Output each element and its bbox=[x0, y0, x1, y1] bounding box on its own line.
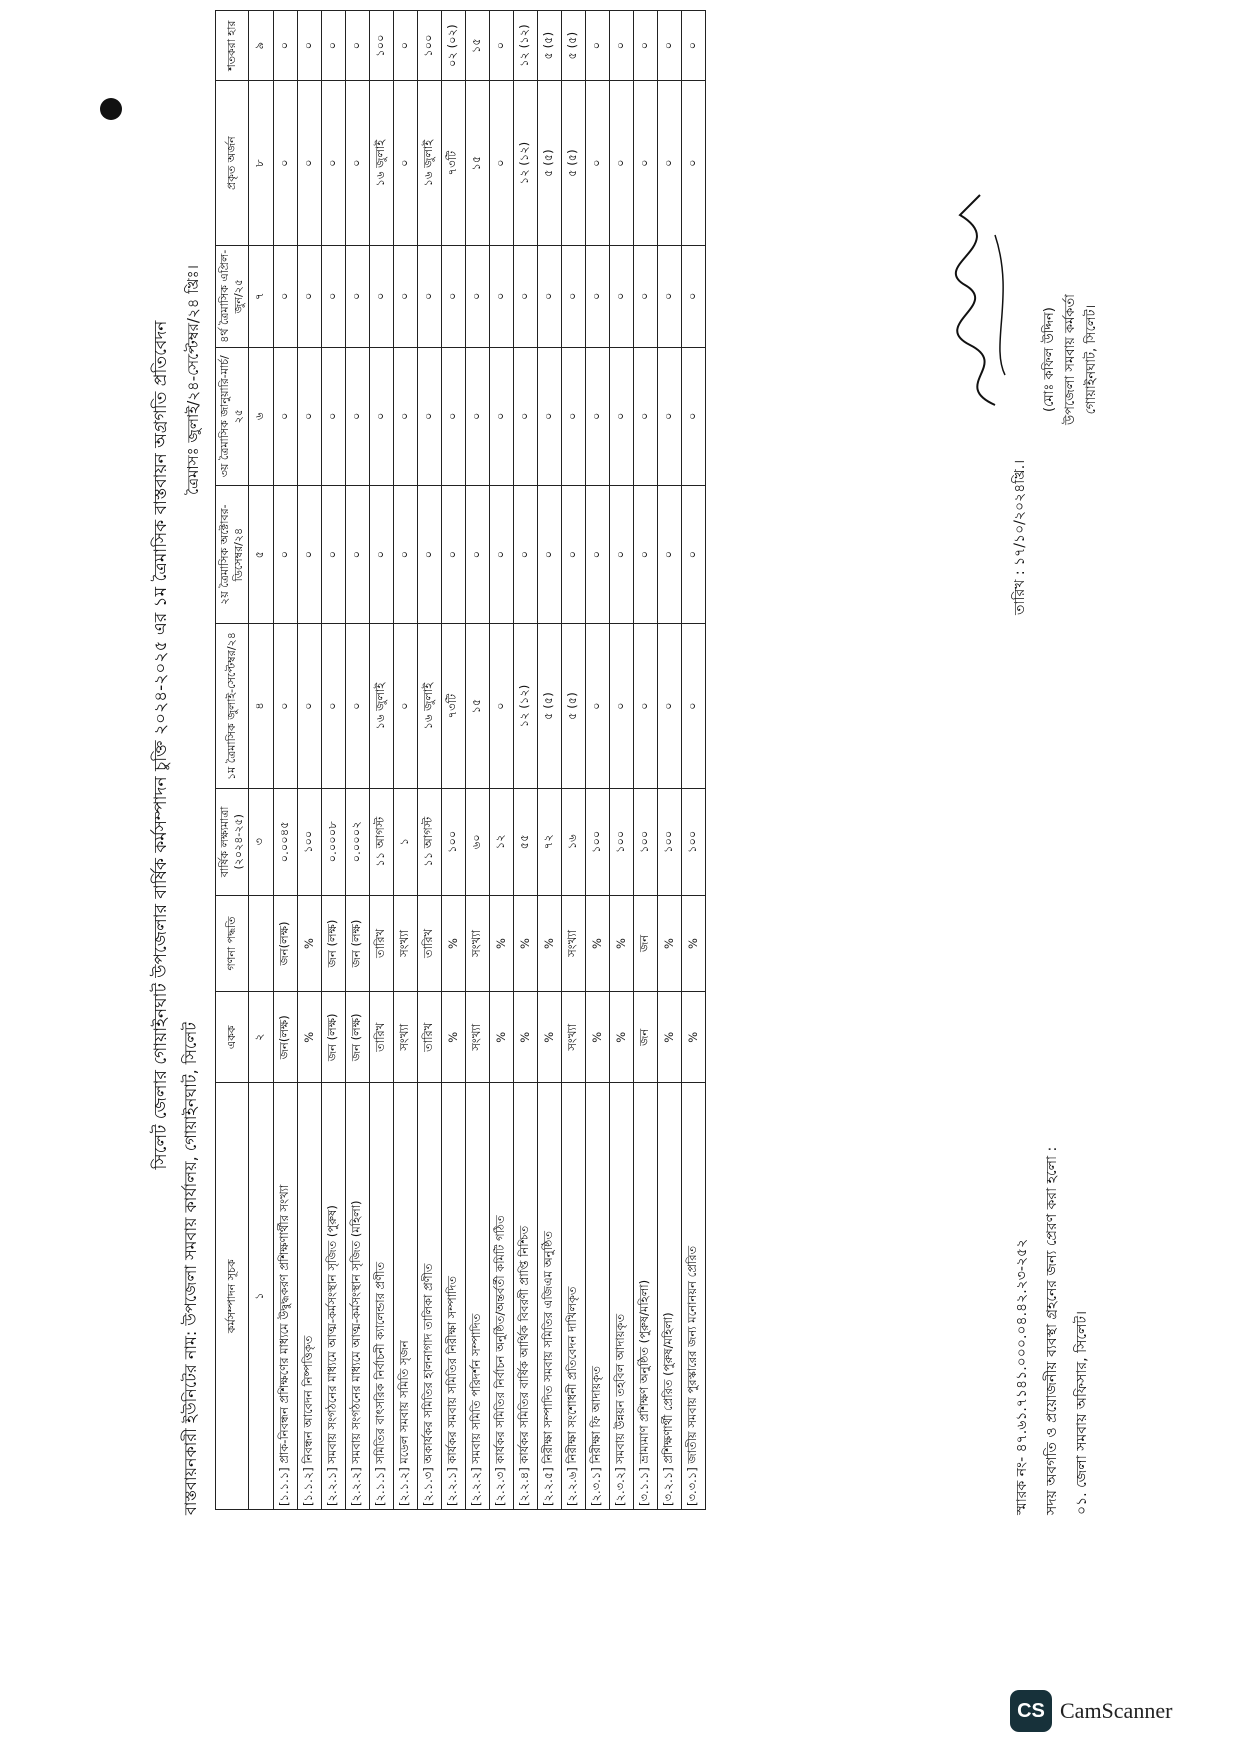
table-cell: ৫৫ bbox=[513, 788, 537, 895]
col-header: প্রকৃত অর্জন bbox=[216, 81, 249, 246]
table-cell: ০ bbox=[657, 245, 681, 347]
table-cell: % bbox=[537, 895, 561, 991]
table-row bbox=[585, 11, 609, 1510]
table-cell: ০ bbox=[465, 485, 489, 623]
quarter-period: ত্রৈমাসঃ জুলাই/২৪-সেপ্টেম্বর/২৪ খ্রিঃ। bbox=[184, 264, 202, 495]
table-cell: % bbox=[441, 895, 465, 991]
unit-label: বাস্তবায়নকারী ইউনিটের নাম: bbox=[181, 1330, 200, 1515]
table-cell: ০ bbox=[321, 485, 345, 623]
table-cell: ৫ (৫) bbox=[561, 11, 585, 81]
table-cell: ০ bbox=[585, 485, 609, 623]
table-cell: ০ bbox=[273, 245, 297, 347]
table-cell: % bbox=[657, 992, 681, 1083]
table-cell: সংখ্যা bbox=[393, 895, 417, 991]
table-cell: ৫ (৫) bbox=[561, 81, 585, 246]
table-cell: ০ bbox=[657, 11, 681, 81]
table-cell: ০ bbox=[609, 485, 633, 623]
table-cell: তারিখ bbox=[417, 992, 441, 1083]
table-cell: ৫ (৫) bbox=[561, 624, 585, 789]
table-cell: ১৫ bbox=[465, 81, 489, 246]
table-cell: ৫ (৫) bbox=[537, 81, 561, 246]
table-cell: ৫ (৫) bbox=[537, 624, 561, 789]
table-cell: ০ bbox=[297, 245, 321, 347]
table-cell: সংখ্যা bbox=[465, 895, 489, 991]
table-cell: জন bbox=[633, 895, 657, 991]
table-cell: সংখ্যা bbox=[393, 992, 417, 1083]
table-cell: ০ bbox=[585, 624, 609, 789]
table-cell: ০২ (০২) bbox=[441, 11, 465, 81]
col-number: ১ bbox=[248, 1083, 273, 1510]
table-cell: ১০০ bbox=[417, 11, 441, 81]
table-cell: ১০০ bbox=[681, 788, 705, 895]
table-row bbox=[273, 11, 297, 1510]
table-cell: জন(লক্ষ) bbox=[273, 992, 297, 1083]
table-cell: [৩.২.১] প্রশিক্ষণার্থী প্রেরিত (পুরুষ/মহিলা) bbox=[657, 1083, 681, 1510]
table-cell: ০ bbox=[657, 624, 681, 789]
col-number: ৮ bbox=[248, 81, 273, 246]
table-cell: % bbox=[585, 992, 609, 1083]
table-row bbox=[537, 11, 561, 1510]
table-cell: জন (লক্ষ) bbox=[345, 992, 369, 1083]
table-cell: [৩.৩.১] জাতীয় সমবায় পুরস্কারের জন্য মনোনয়ন প্রেরিত bbox=[681, 1083, 705, 1510]
table-cell: ১৬ জুলাই bbox=[417, 81, 441, 246]
col-header: ৪র্থ ত্রৈমাসিক এপ্রিল-জুন/২৫ bbox=[216, 245, 249, 347]
col-number: ৪ bbox=[248, 624, 273, 789]
table-cell: ০ bbox=[657, 81, 681, 246]
table-cell: ৭৩টি bbox=[441, 81, 465, 246]
table-cell: ০ bbox=[489, 347, 513, 485]
col-number: ২ bbox=[248, 992, 273, 1083]
table-cell: ০ bbox=[465, 347, 489, 485]
table-row bbox=[609, 11, 633, 1510]
table-row bbox=[465, 11, 489, 1510]
ink-blot bbox=[100, 98, 122, 120]
table-cell: ১২ bbox=[489, 788, 513, 895]
table-cell: ০ bbox=[633, 485, 657, 623]
table-cell: ০ bbox=[489, 11, 513, 81]
table-cell: জন (লক্ষ) bbox=[321, 895, 345, 991]
table-cell: [২.২.৫] নিরীক্ষা সম্পাদিত সমবায় সমিতির এজিএম অনুষ্ঠিত bbox=[537, 1083, 561, 1510]
table-cell: ০ bbox=[561, 347, 585, 485]
table-cell: ০ bbox=[465, 245, 489, 347]
table-cell: ১০০ bbox=[297, 788, 321, 895]
col-number bbox=[248, 895, 273, 991]
table-cell: ০ bbox=[297, 11, 321, 81]
table-cell: ০ bbox=[393, 11, 417, 81]
table-cell: ০.০০০২ bbox=[345, 788, 369, 895]
camscanner-watermark bbox=[1010, 1690, 1172, 1732]
table-cell: ০ bbox=[321, 245, 345, 347]
table-cell: ০ bbox=[681, 11, 705, 81]
progress-table bbox=[215, 10, 706, 1510]
table-cell: ০ bbox=[417, 245, 441, 347]
table-cell: ০ bbox=[321, 81, 345, 246]
table-cell: ১০০ bbox=[657, 788, 681, 895]
table-cell: ০ bbox=[441, 485, 465, 623]
table-cell: ০ bbox=[609, 11, 633, 81]
table-row bbox=[297, 11, 321, 1510]
table-cell: ০ bbox=[537, 245, 561, 347]
table-cell: ০ bbox=[633, 245, 657, 347]
table-cell: ০ bbox=[369, 245, 393, 347]
table-cell: ০ bbox=[345, 624, 369, 789]
table-cell: ০ bbox=[345, 11, 369, 81]
table-cell: ০ bbox=[681, 624, 705, 789]
table-cell: % bbox=[657, 895, 681, 991]
table-cell: [২.২.১] কার্যকর সমবায় সমিতির নিরীক্ষা সম্পাদিত bbox=[441, 1083, 465, 1510]
table-cell: ০ bbox=[441, 245, 465, 347]
table-cell: ০ bbox=[609, 81, 633, 246]
table-cell: % bbox=[297, 992, 321, 1083]
table-cell: ০ bbox=[633, 347, 657, 485]
col-number: ৩ bbox=[248, 788, 273, 895]
table-cell: ০ bbox=[297, 347, 321, 485]
table-cell: % bbox=[681, 895, 705, 991]
table-cell: ০ bbox=[321, 347, 345, 485]
table-cell: % bbox=[489, 992, 513, 1083]
table-cell: ০ bbox=[393, 245, 417, 347]
table-row bbox=[369, 11, 393, 1510]
table-cell: ১০০ bbox=[609, 788, 633, 895]
signature bbox=[940, 185, 1020, 415]
table-body bbox=[273, 11, 705, 1510]
table-cell: ০ bbox=[681, 347, 705, 485]
table-cell: ০ bbox=[609, 245, 633, 347]
table-cell: % bbox=[489, 895, 513, 991]
col-header: শতকরা হার bbox=[216, 11, 249, 81]
table-cell: জন bbox=[633, 992, 657, 1083]
table-cell: ০ bbox=[681, 81, 705, 246]
table-cell: [২.২.৬] নিরীক্ষা সংশোধনী প্রতিবেদন দাখিলকৃত bbox=[561, 1083, 585, 1510]
table-cell: সংখ্যা bbox=[561, 895, 585, 991]
table-cell: ১২ (১২) bbox=[513, 624, 537, 789]
table-cell: ১২ (১২) bbox=[513, 81, 537, 246]
table-cell: [২.২.৩] কার্যকর সমিতির নির্বাচন অনুষ্ঠিত/অন্তর্বর্তী কমিটি গঠিত bbox=[489, 1083, 513, 1510]
table-cell: % bbox=[681, 992, 705, 1083]
table-cell: ১০০ bbox=[585, 788, 609, 895]
col-number: ৭ bbox=[248, 245, 273, 347]
table-cell: জন (লক্ষ) bbox=[321, 992, 345, 1083]
table-row bbox=[561, 11, 585, 1510]
table-row bbox=[489, 11, 513, 1510]
table-cell: ৬০ bbox=[465, 788, 489, 895]
col-number: ৬ bbox=[248, 347, 273, 485]
table-cell: % bbox=[537, 992, 561, 1083]
table-cell: ১৬ জুলাই bbox=[369, 81, 393, 246]
table-cell: ০ bbox=[633, 624, 657, 789]
table-cell: % bbox=[609, 895, 633, 991]
table-cell: ১১ আগস্ট bbox=[417, 788, 441, 895]
table-cell: % bbox=[441, 992, 465, 1083]
table-cell: ১০০ bbox=[441, 788, 465, 895]
table-cell: ০ bbox=[513, 245, 537, 347]
table-cell: ০ bbox=[345, 245, 369, 347]
col-header: ২য় ত্রৈমাসিক অক্টোবর-ডিসেম্বর/২৪ bbox=[216, 485, 249, 623]
table-cell: ১৬ bbox=[561, 788, 585, 895]
table-cell: ০ bbox=[297, 485, 321, 623]
table-cell: [২.১.৩] অকার্যকর সমিতির হালনাগাদ তালিকা প্রণীত bbox=[417, 1083, 441, 1510]
table-cell: % bbox=[609, 992, 633, 1083]
table-cell: % bbox=[513, 895, 537, 991]
table-cell: ০ bbox=[369, 485, 393, 623]
table-cell: ১১ আগস্ট bbox=[369, 788, 393, 895]
table-cell: ০ bbox=[393, 485, 417, 623]
table-row bbox=[417, 11, 441, 1510]
table-cell: ০ bbox=[345, 347, 369, 485]
table-cell: ০ bbox=[585, 245, 609, 347]
table-cell: জন (লক্ষ) bbox=[345, 895, 369, 991]
table-cell: ৭৩টি bbox=[441, 624, 465, 789]
camscanner-logo: CS bbox=[1010, 1690, 1052, 1732]
table-cell: ১ bbox=[393, 788, 417, 895]
implementing-unit bbox=[178, 1022, 205, 1515]
table-cell: [২.২.২] সমবায় সংগঠনের মাধ্যমে আত্ম-কর্মসংস্থান সৃজিত (মহিলা) bbox=[345, 1083, 369, 1510]
table-row bbox=[441, 11, 465, 1510]
signatory-block bbox=[1040, 294, 1102, 425]
table-cell: ০ bbox=[633, 11, 657, 81]
table-cell: ৫ (৫) bbox=[537, 11, 561, 81]
col-header: একক bbox=[216, 992, 249, 1083]
table-row bbox=[657, 11, 681, 1510]
unit-name: উপজেলা সমবায় কার্যালয়, গোয়াইনঘাট, সিলেট bbox=[181, 1022, 200, 1326]
signatory-title: উপজেলা সমবায় কর্মকর্তা bbox=[1062, 294, 1078, 425]
memo-date: তারিখ : ১৭/১০/২০২৪খ্রি.। bbox=[1012, 459, 1028, 615]
header-row bbox=[216, 11, 249, 1510]
table-row bbox=[345, 11, 369, 1510]
table-cell: ০ bbox=[489, 624, 513, 789]
table-cell: ০ bbox=[393, 624, 417, 789]
table-cell: ০ bbox=[609, 347, 633, 485]
table-cell: ০ bbox=[273, 11, 297, 81]
table-cell: ০ bbox=[585, 81, 609, 246]
table-cell: ০ bbox=[297, 624, 321, 789]
table-cell: ১৬ জুলাই bbox=[369, 624, 393, 789]
table-cell: ০ bbox=[657, 485, 681, 623]
table-cell: [২.১.১] সমিতির বাৎসরিক নির্বাচনী ক্যালেন্ডার প্রণীত bbox=[369, 1083, 393, 1510]
table-cell: ০ bbox=[393, 81, 417, 246]
col-number: ৯ bbox=[248, 11, 273, 81]
table-cell: সংখ্যা bbox=[561, 992, 585, 1083]
col-header: বার্ষিক লক্ষ্যমাত্রা (২০২৪-২৫) bbox=[216, 788, 249, 895]
table-cell: ০ bbox=[345, 81, 369, 246]
memo-number: স্মারক নং- ৪৭.৬১.৭১৪১.০০০.০৪.৪২.২৩-২৫২ bbox=[1014, 1238, 1030, 1515]
table-cell: ০ bbox=[657, 347, 681, 485]
table-cell: [১.১.২] নিবন্ধন আবেদন নিষ্পত্তিকৃত bbox=[297, 1083, 321, 1510]
table-cell: সংখ্যা bbox=[465, 992, 489, 1083]
table-cell: জন(লক্ষ) bbox=[273, 895, 297, 991]
col-header: ৩য় ত্রৈমাসিক জানুয়ারি-মার্চ/২৫ bbox=[216, 347, 249, 485]
table-cell: ০ bbox=[441, 347, 465, 485]
table-cell: ০ bbox=[417, 485, 441, 623]
col-number: ৫ bbox=[248, 485, 273, 623]
table-cell: ০.০০০৮ bbox=[321, 788, 345, 895]
col-header: ১ম ত্রৈমাসিক জুলাই-সেপ্টেম্বর/২৪ bbox=[216, 624, 249, 789]
table-cell: [২.১.২] মডেল সমবায় সমিতি সৃজন bbox=[393, 1083, 417, 1510]
table-cell: ০ bbox=[273, 624, 297, 789]
report-title: সিলেট জেলার গোয়াইনঘাট উপজেলার বার্ষিক কর্মসম্পাদন চুক্তি ২০২৪-২০২৫ এর ১ম ত্রৈমাসিক বাস্তবায়ন অগ্রগতি প্রতিবেদন bbox=[151, 320, 171, 1170]
table-cell: ০ bbox=[273, 347, 297, 485]
table-cell: ০ bbox=[489, 81, 513, 246]
table-cell: ০ bbox=[345, 485, 369, 623]
table-cell: ০ bbox=[297, 81, 321, 246]
table-cell: ০ bbox=[273, 81, 297, 246]
table-cell: ৭২ bbox=[537, 788, 561, 895]
forward-note: সদয় অবগতি ও প্রয়োজনীয় ব্যবস্থা গ্রহনের জন্য প্রেরণ করা হলো : bbox=[1044, 1146, 1060, 1515]
table-cell: ১৫ bbox=[465, 624, 489, 789]
table-cell: ০ bbox=[369, 347, 393, 485]
table-cell: ০ bbox=[585, 11, 609, 81]
table-cell: ১৬ জুলাই bbox=[417, 624, 441, 789]
recipient: ০১. জেলা সমবায় অফিসার, সিলেট। bbox=[1074, 1310, 1090, 1515]
table-cell: ০ bbox=[513, 485, 537, 623]
table-cell: [২.৩.২] সমবায় উন্নয়ন তহবিল আদায়কৃত bbox=[609, 1083, 633, 1510]
table-cell: তারিখ bbox=[417, 895, 441, 991]
table-cell: [২.২.২] সমবায় সমিতি পরিদর্শন সম্পাদিত bbox=[465, 1083, 489, 1510]
col-header: কর্মসম্পাদন সূচক bbox=[216, 1083, 249, 1510]
table-cell: % bbox=[297, 895, 321, 991]
table-cell: ০ bbox=[273, 485, 297, 623]
table-cell: ০ bbox=[681, 485, 705, 623]
table-cell: ০ bbox=[609, 624, 633, 789]
col-header: গণনা পদ্ধতি bbox=[216, 895, 249, 991]
signatory-name: (মোঃ কফিল উদ্দিন) bbox=[1042, 307, 1057, 412]
table-cell: [২.২.৪] কার্যকর সমিতির বার্ষিক আর্থিক বিবরণী প্রাপ্তি নিশ্চিত bbox=[513, 1083, 537, 1510]
table-cell: ০ bbox=[585, 347, 609, 485]
table-cell: তারিখ bbox=[369, 992, 393, 1083]
table-cell: [৩.১.১] ভ্রাম্যমাণ প্রশিক্ষণ অনুষ্ঠিত (পুরুষ/মহিলা) bbox=[633, 1083, 657, 1510]
table-cell: ১৫ bbox=[465, 11, 489, 81]
table-cell: [২.৩.১] নিরীক্ষা ফি আদায়কৃত bbox=[585, 1083, 609, 1510]
table-cell: % bbox=[585, 895, 609, 991]
table-row bbox=[633, 11, 657, 1510]
table-cell: ০.০০৪৫ bbox=[273, 788, 297, 895]
table-cell: ১০০ bbox=[633, 788, 657, 895]
table-cell: % bbox=[513, 992, 537, 1083]
table-cell: [১.১.১] প্রাক-নিবন্ধন প্রশিক্ষণের মাধ্যমে উদ্বুদ্ধকরণ প্রশিক্ষণার্থীর সংখ্যা bbox=[273, 1083, 297, 1510]
camscanner-brand: CamScanner bbox=[1060, 1698, 1173, 1723]
table-cell: ০ bbox=[489, 245, 513, 347]
table-cell: ০ bbox=[561, 485, 585, 623]
table-cell: ০ bbox=[321, 11, 345, 81]
table-cell: ০ bbox=[561, 245, 585, 347]
table-cell: ০ bbox=[633, 81, 657, 246]
table-cell: ০ bbox=[513, 347, 537, 485]
table-cell: [২.২.১] সমবায় সংগঠনের মাধ্যমে আত্ম-কর্মসংস্থান সৃজিত (পুরুষ) bbox=[321, 1083, 345, 1510]
table-row bbox=[393, 11, 417, 1510]
table-cell: ১২ (১২) bbox=[513, 11, 537, 81]
table-cell: ০ bbox=[537, 347, 561, 485]
table-row bbox=[681, 11, 705, 1510]
signatory-office: গোয়াইনঘাট, সিলেট। bbox=[1083, 304, 1099, 415]
table-row bbox=[513, 11, 537, 1510]
table-cell: ০ bbox=[417, 347, 441, 485]
table-cell: ০ bbox=[393, 347, 417, 485]
table-cell: ০ bbox=[537, 485, 561, 623]
table-cell: ০ bbox=[681, 245, 705, 347]
table-row bbox=[321, 11, 345, 1510]
table-cell: ০ bbox=[321, 624, 345, 789]
table-cell: তারিখ bbox=[369, 895, 393, 991]
table-cell: ১০০ bbox=[369, 11, 393, 81]
column-number-row bbox=[248, 11, 273, 1510]
table-cell: ০ bbox=[489, 485, 513, 623]
